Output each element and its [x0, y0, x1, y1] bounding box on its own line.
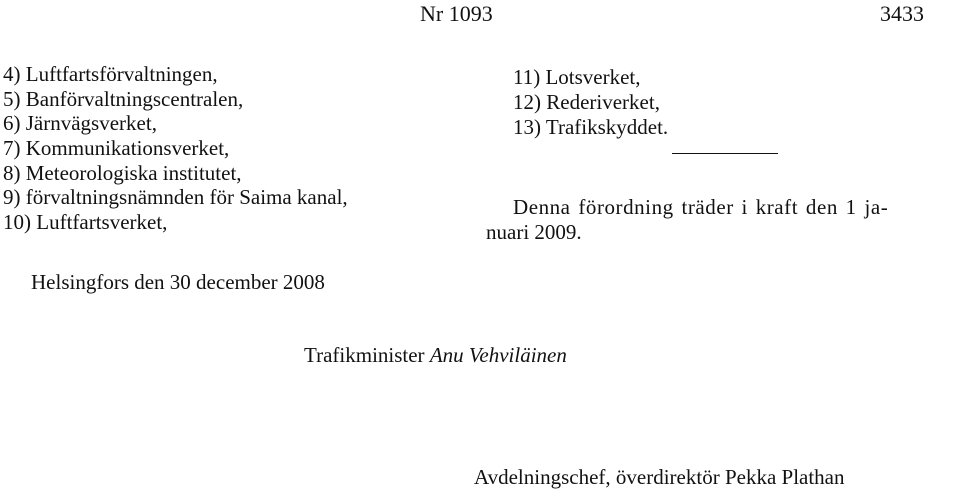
- decree-text-line-1: Denna förordning träder i kraft den 1 ja-: [513, 195, 889, 219]
- list-item: 12) Rederiverket,: [513, 90, 660, 114]
- list-item: 8) Meteorologiska institutet,: [3, 160, 242, 185]
- list-item: 9) förvaltningsnämnden för Saima kanal,: [3, 185, 348, 210]
- section-divider: [672, 153, 778, 154]
- list-item: 4) Luftfartsförvaltningen,: [3, 62, 218, 86]
- list-item: 6) Järnvägsverket,: [3, 111, 157, 136]
- signature-block: [304, 345, 567, 366]
- list-item: 13) Trafikskyddet.: [513, 115, 669, 139]
- countersignature: Avdelningschef, överdirektör Pekka Plathan: [474, 465, 845, 489]
- authority-list-right: [513, 65, 668, 140]
- list-item: 11) Lotsverket,: [513, 65, 641, 89]
- page-number: 3433: [880, 1, 924, 26]
- decree-text-line-2: nuari 2009.: [486, 220, 582, 244]
- document-number: Nr 1093: [420, 1, 493, 26]
- place-date: Helsingfors den 30 december 2008: [31, 270, 325, 294]
- signatory-title: Trafikminister: [304, 343, 425, 367]
- list-item: 7) Kommunikationsverket,: [3, 136, 230, 161]
- authority-list-left: [3, 62, 348, 235]
- list-item: 5) Banförvaltningscentralen,: [3, 86, 244, 111]
- signatory-name: Anu Vehviläinen: [429, 343, 567, 367]
- list-item: 10) Luftfartsverket,: [3, 210, 168, 235]
